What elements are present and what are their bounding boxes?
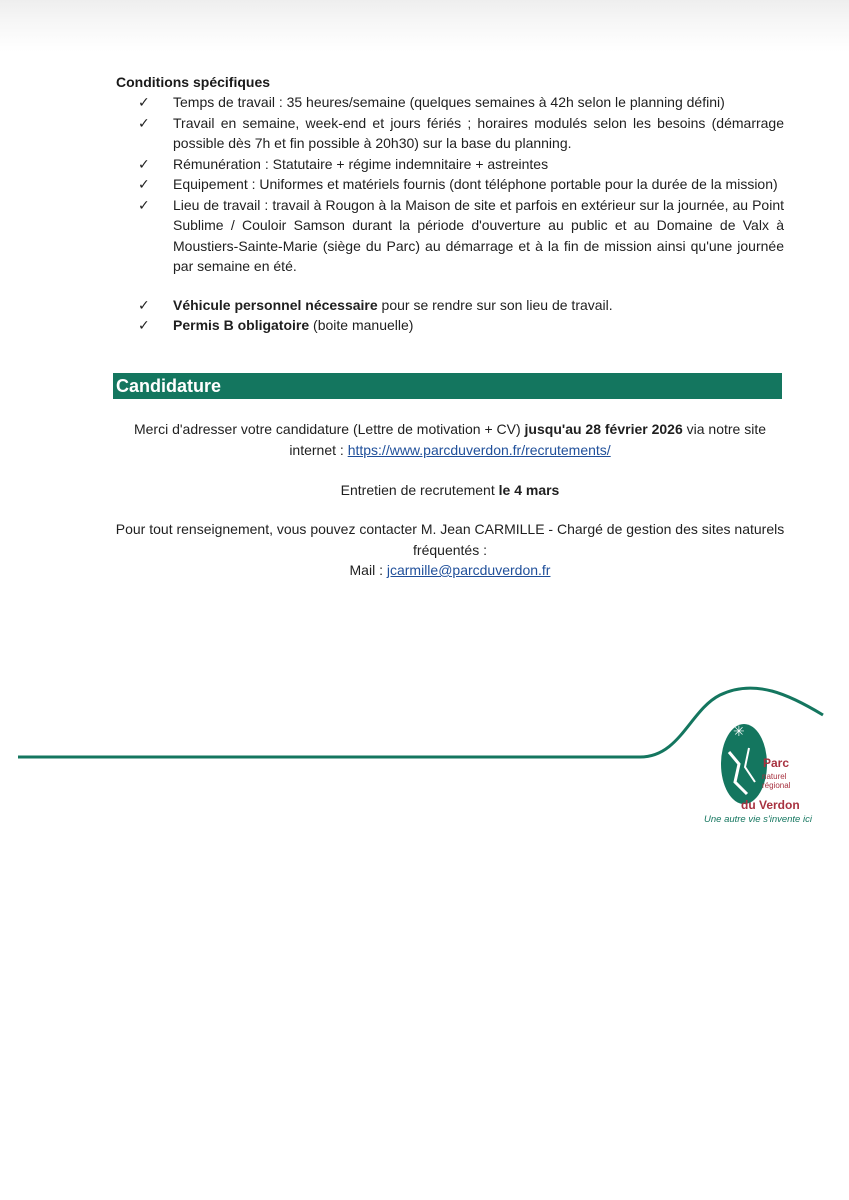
check-icon: ✓ bbox=[138, 114, 150, 131]
item-text: pour se rendre sur son lieu de travail. bbox=[377, 296, 613, 313]
interview-line bbox=[100, 480, 800, 501]
recruitment-link[interactable]: https://www.parcduverdon.fr/recrutements/ bbox=[347, 441, 611, 458]
item-text: Travail en semaine, week-end et jours fériés ; horaires modulés selon les besoins (démarrage possible dès 7h et fin possible à 20h30) sur la base du planning. bbox=[173, 114, 784, 151]
logo-verdon: du Verdon bbox=[741, 798, 800, 812]
check-icon: ✓ bbox=[138, 296, 150, 313]
check-icon: ✓ bbox=[138, 94, 150, 110]
interview-text: Entretien de recrutement bbox=[340, 482, 499, 498]
check-icon: ✓ bbox=[138, 196, 150, 213]
check-icon: ✓ bbox=[138, 176, 150, 192]
deadline: jusqu'au 28 février 2026 bbox=[524, 421, 683, 437]
logo-naturel: naturel bbox=[762, 772, 787, 781]
item-text: Temps de travail : 35 heures/semaine (quelques semaines à 42h selon le planning défini) bbox=[173, 94, 725, 110]
logo-naturel-regional bbox=[762, 772, 790, 790]
candidature-text-2: via notre site internet : bbox=[289, 421, 767, 458]
list-item bbox=[116, 195, 784, 277]
svg-text:✳: ✳ bbox=[733, 724, 745, 740]
list-item bbox=[116, 315, 784, 336]
item-text: Lieu de travail : travail à Rougon à la Maison de site et parfois en extérieur sur la journée, au Point Sublime / Couloir Samson durant la période d'ouverture au public et au Domaine de Valx à Moustiers-Sainte-Marie (siège du Parc) au démarrage et à la fin de mission ainsi qu'une journée par semaine en été. bbox=[173, 196, 784, 274]
item-bold: Véhicule personnel nécessaire bbox=[173, 296, 378, 313]
check-icon: ✓ bbox=[138, 155, 150, 172]
conditions-title: Conditions spécifiques bbox=[116, 74, 271, 90]
logo-regional: régional bbox=[762, 781, 791, 790]
list-item bbox=[116, 154, 784, 175]
item-text: (boite manuelle) bbox=[309, 317, 414, 333]
mail-link[interactable]: jcarmille@parcduverdon.fr bbox=[386, 562, 551, 578]
candidature-text: Merci d'adresser votre candidature (Lettre de motivation + CV) bbox=[133, 421, 525, 437]
list-item bbox=[116, 113, 784, 154]
item-bold: Permis B obligatoire bbox=[173, 317, 310, 333]
list-item bbox=[116, 174, 784, 195]
list-item bbox=[116, 295, 784, 316]
interview-date: le 4 mars bbox=[498, 482, 560, 498]
scan-shadow bbox=[0, 0, 849, 52]
candidature-header: Candidature bbox=[113, 373, 782, 399]
check-icon: ✓ bbox=[138, 317, 150, 333]
item-text: Rémunération : Statutaire + régime indemnitaire + astreintes bbox=[173, 155, 549, 172]
logo-tagline: Une autre vie s'invente ici bbox=[704, 814, 812, 825]
item-text: Equipement : Uniformes et matériels fournis (dont téléphone portable pour la durée de la mission) bbox=[173, 176, 778, 192]
mail-label: Mail : bbox=[349, 562, 387, 578]
candidature-paragraph bbox=[120, 419, 780, 460]
list-item bbox=[116, 92, 784, 113]
logo-parc: Parc bbox=[763, 756, 790, 770]
conditions-list bbox=[116, 92, 784, 336]
contact-paragraph bbox=[110, 519, 790, 581]
contact-text: Pour tout renseignement, vous pouvez contacter M. Jean CARMILLE - Chargé de gestion des sites naturels fréquentés : bbox=[115, 521, 785, 558]
